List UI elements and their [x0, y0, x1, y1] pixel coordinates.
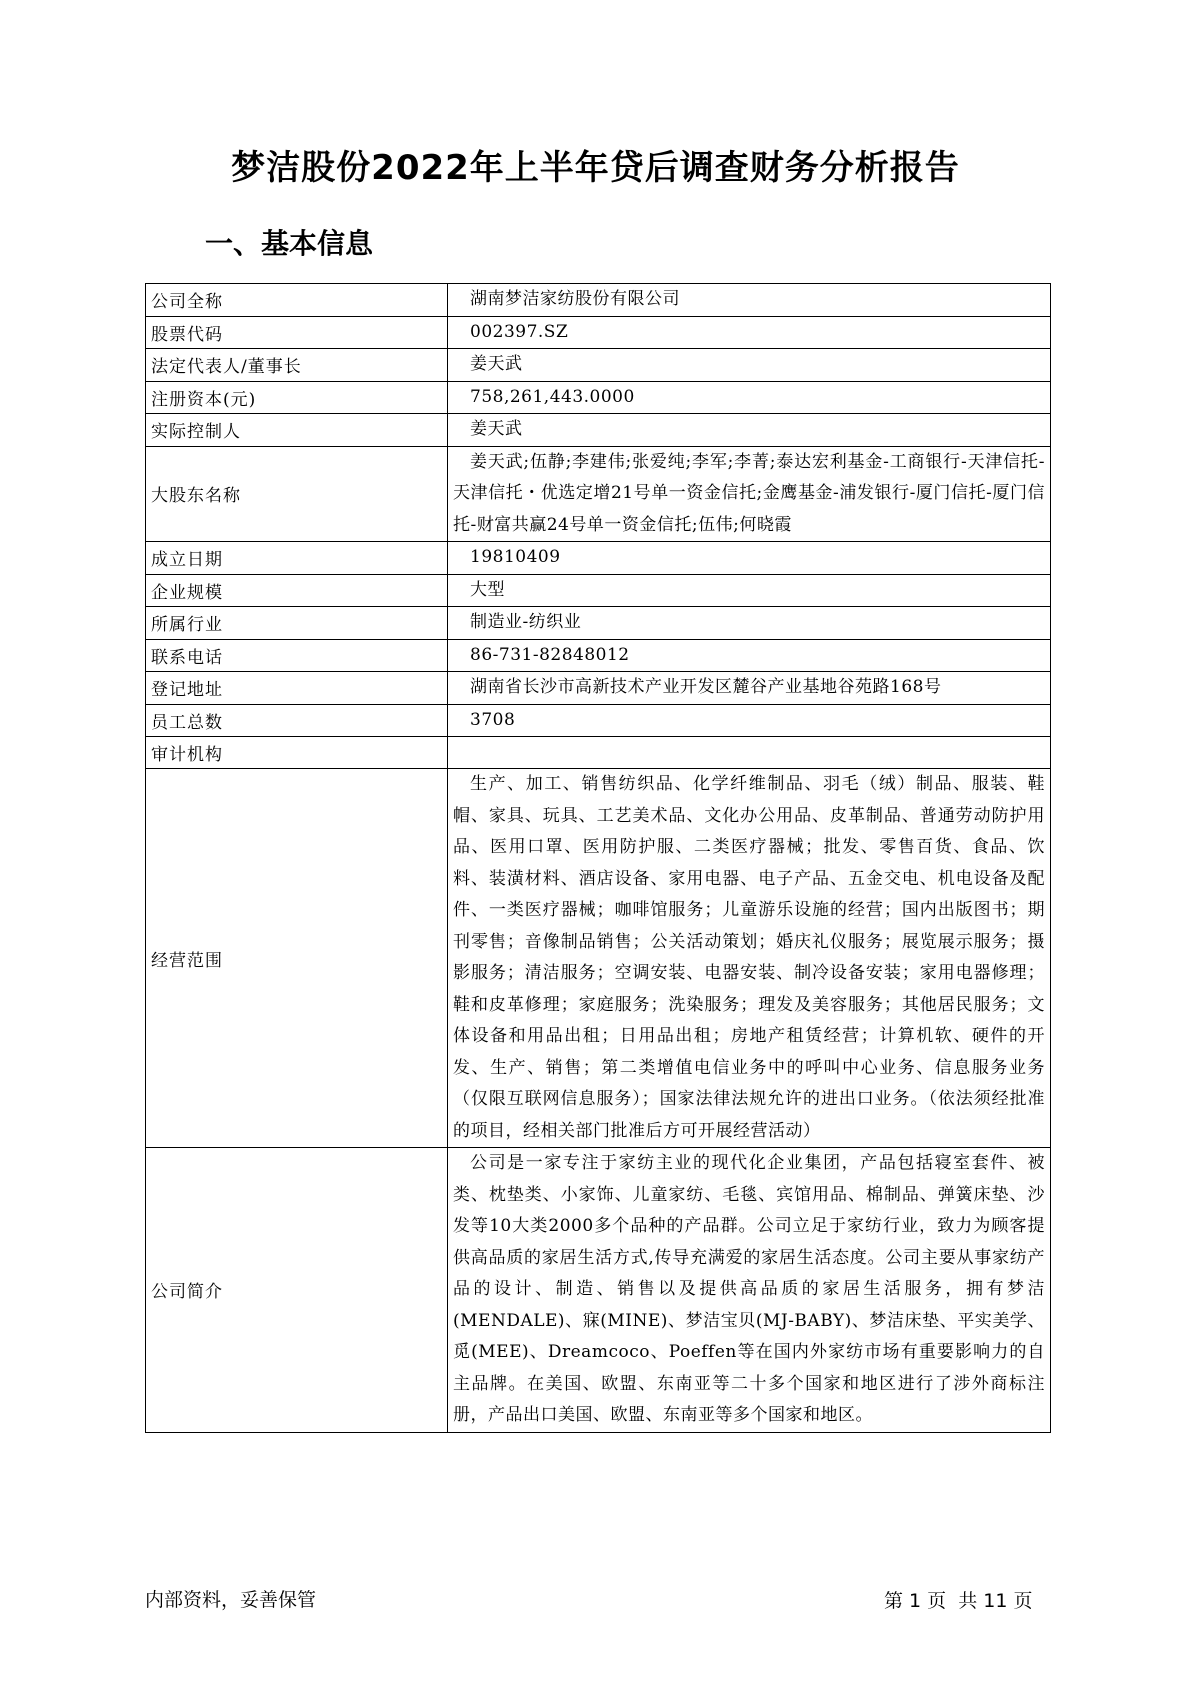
row-value: 3708	[448, 704, 1051, 737]
row-value: 86-731-82848012	[448, 639, 1051, 672]
row-value: 姜天武	[448, 414, 1051, 447]
row-value	[448, 737, 1051, 769]
table-row-company-scale	[146, 574, 1051, 607]
row-label: 登记地址	[146, 672, 448, 705]
table-row-business-scope	[146, 769, 1051, 1148]
row-label: 企业规模	[146, 574, 448, 607]
row-label: 成立日期	[146, 542, 448, 575]
table-row-established-date	[146, 542, 1051, 575]
row-value: 湖南省长沙市高新技术产业开发区麓谷产业基地谷苑路168号	[448, 672, 1051, 705]
table-row-registered-capital	[146, 381, 1051, 414]
row-value: 公司是一家专注于家纺主业的现代化企业集团，产品包括寝室套件、被类、枕垫类、小家饰、儿童家纺、毛毯、宾馆用品、棉制品、弹簧床垫、沙发等10大类2000多个品种的产品群。公司立足于家纺行业，致力为顾客提供高品质的家居生活方式,传导充满爱的家居生活态度。公司主要从事家纺产品的设计、制造、销售以及提供高品质的家居生活服务，拥有梦洁(MENDALE)、寐(MINE)、梦洁宝贝(MJ-BABY)、梦洁床垫、平实美学、觅(MEE)、Dreamcoco、Poeffen等在国内外家纺市场有重要影响力的自主品牌。在美国、欧盟、东南亚等二十多个国家和地区进行了涉外商标注册，产品出口美国、欧盟、东南亚等多个国家和地区。	[448, 1148, 1051, 1433]
table-row-legal-representative	[146, 349, 1051, 382]
row-label: 公司全称	[146, 284, 448, 317]
row-value: 758,261,443.0000	[448, 381, 1051, 414]
table-row-phone	[146, 639, 1051, 672]
row-label: 所属行业	[146, 607, 448, 640]
table-row-company-name	[146, 284, 1051, 317]
row-value: 002397.SZ	[448, 316, 1051, 349]
section-heading-basic-info: 一、基本信息	[205, 227, 374, 260]
row-value: 生产、加工、销售纺织品、化学纤维制品、羽毛（绒）制品、服装、鞋帽、家具、玩具、工艺美术品、文化办公用品、皮革制品、普通劳动防护用品、医用口罩、医用防护服、二类医疗器械；批发、零售百货、食品、饮料、装潢材料、酒店设备、家用电器、电子产品、五金交电、机电设备及配件、一类医疗器械；咖啡馆服务；儿童游乐设施的经营；国内出版图书；期刊零售；音像制品销售；公关活动策划；婚庆礼仪服务；展览展示服务；摄影服务；清洁服务；空调安装、电器安装、制冷设备安装；家用电器修理；鞋和皮革修理；家庭服务；洗染服务；理发及美容服务；其他居民服务；文体设备和用品出租；日用品出租；房地产租赁经营；计算机软、硬件的开发、生产、销售；第二类增值电信业务中的呼叫中心业务、信息服务业务（仅限互联网信息服务）；国家法律法规允许的进出口业务。（依法须经批准的项目，经相关部门批准后方可开展经营活动）	[448, 769, 1051, 1148]
row-label: 股票代码	[146, 316, 448, 349]
row-label: 实际控制人	[146, 414, 448, 447]
row-label: 注册资本(元)	[146, 381, 448, 414]
row-value: 湖南梦洁家纺股份有限公司	[448, 284, 1051, 317]
row-label: 经营范围	[146, 769, 448, 1148]
row-label: 法定代表人/董事长	[146, 349, 448, 382]
row-label: 大股东名称	[146, 446, 448, 542]
row-value: 19810409	[448, 542, 1051, 575]
table-row-company-profile	[146, 1148, 1051, 1433]
row-label: 联系电话	[146, 639, 448, 672]
page-number: 第 1 页 共 11 页	[884, 1590, 1033, 1612]
table-row-stock-code	[146, 316, 1051, 349]
row-label: 公司简介	[146, 1148, 448, 1433]
report-title: 梦洁股份2022年上半年贷后调查财务分析报告	[231, 148, 960, 188]
row-label: 审计机构	[146, 737, 448, 769]
table-row-employee-count	[146, 704, 1051, 737]
row-value: 姜天武	[448, 349, 1051, 382]
table-row-major-shareholders	[146, 446, 1051, 542]
row-label: 员工总数	[146, 704, 448, 737]
basic-info-table	[145, 283, 1051, 1433]
table-row-industry	[146, 607, 1051, 640]
table-row-audit-firm	[146, 737, 1051, 769]
table-row-actual-controller	[146, 414, 1051, 447]
row-value: 制造业-纺织业	[448, 607, 1051, 640]
row-value: 姜天武;伍静;李建伟;张爱纯;李军;李菁;泰达宏利基金-工商银行-天津信托-天津信托・优选定增21号单一资金信托;金鹰基金-浦发银行-厦门信托-厦门信托-财富共赢24号单一资金信托;伍伟;何晓霞	[448, 446, 1051, 542]
table-row-registered-address	[146, 672, 1051, 705]
confidential-notice: 内部资料，妥善保管	[145, 1589, 317, 1611]
row-value: 大型	[448, 574, 1051, 607]
